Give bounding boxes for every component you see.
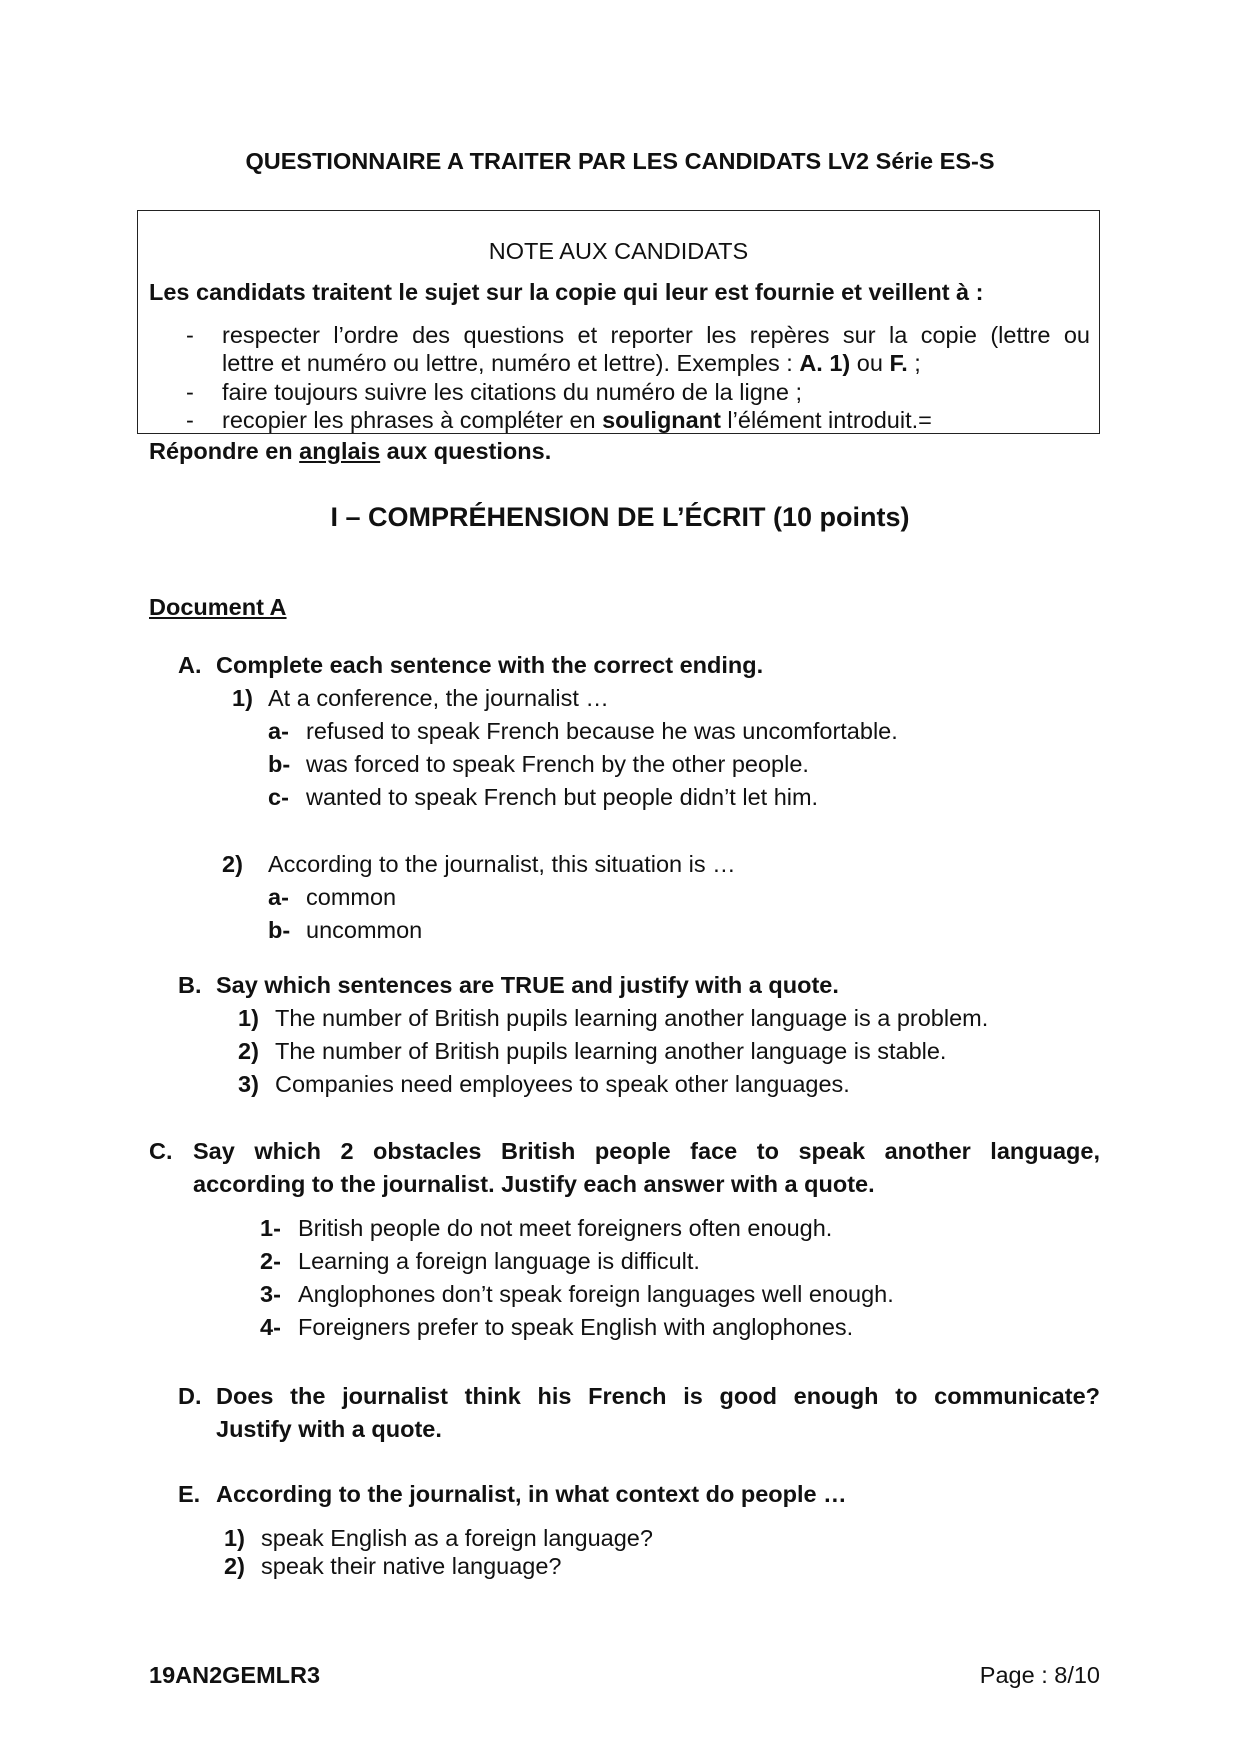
option-a1-b-mark: b- bbox=[268, 751, 291, 777]
footer-page-number: Page : 8/10 bbox=[979, 1662, 1100, 1688]
page-title: QUESTIONNAIRE A TRAITER PAR LES CANDIDATS LV2 Série ES-S bbox=[245, 148, 995, 174]
question-c3-text: Anglophones don’t speak foreign languages well enough. bbox=[298, 1281, 894, 1307]
question-c4-number: 4- bbox=[260, 1314, 281, 1340]
question-a2-text: According to the journalist, this situation is … bbox=[268, 851, 736, 877]
bullet-mark-2: - bbox=[186, 379, 194, 405]
example-2: F. bbox=[889, 350, 908, 376]
question-b-text: Say which sentences are TRUE and justify with a quote. bbox=[216, 972, 839, 998]
option-a2-a: common bbox=[306, 884, 397, 910]
note-bullet-3 bbox=[222, 407, 1090, 434]
example-separator: ou bbox=[850, 350, 890, 376]
question-a-letter: A. bbox=[178, 652, 202, 678]
question-a1-text: At a conference, the journalist … bbox=[268, 685, 609, 711]
note-lead: Les candidats traitent le sujet sur la copie qui leur est fournie et veillent à : bbox=[149, 279, 984, 305]
bullet-3-bold: soulignant bbox=[602, 407, 721, 433]
bullet-3-pre: recopier les phrases à compléter en bbox=[222, 407, 603, 433]
question-c1-number: 1- bbox=[260, 1215, 281, 1241]
question-c2-number: 2- bbox=[260, 1248, 281, 1274]
question-e-letter: E. bbox=[178, 1481, 201, 1507]
instruction-pre: Répondre en bbox=[149, 438, 300, 464]
question-b1-text: The number of British pupils learning another language is a problem. bbox=[275, 1005, 989, 1031]
question-b3-number: 3) bbox=[238, 1071, 259, 1097]
section-title: I – COMPRÉHENSION DE L’ÉCRIT (10 points) bbox=[330, 502, 910, 532]
question-b1-number: 1) bbox=[238, 1005, 259, 1031]
note-bullet-2: faire toujours suivre les citations du numéro de la ligne ; bbox=[222, 379, 802, 405]
note-bullet-1-line1: respecter l’ordre des questions et reporter les repères sur la copie (lettre ou bbox=[222, 322, 1090, 348]
bullet-1-end: ; bbox=[907, 350, 921, 376]
note-bullet-1-line2 bbox=[222, 350, 1090, 377]
question-c-line1: Say which 2 obstacles British people face to speak another language, bbox=[193, 1138, 1100, 1164]
question-e2-text: speak their native language? bbox=[261, 1553, 562, 1579]
instruction-post: aux questions. bbox=[380, 438, 552, 464]
instruction-underlined: anglais bbox=[299, 438, 381, 464]
question-b3-text: Companies need employees to speak other languages. bbox=[275, 1071, 850, 1097]
question-e1-number: 1) bbox=[224, 1525, 245, 1551]
document-label: Document A bbox=[149, 594, 287, 620]
option-a1-a-mark: a- bbox=[268, 718, 289, 744]
answer-instruction bbox=[149, 438, 551, 465]
option-a2-b: uncommon bbox=[306, 917, 423, 943]
option-a2-b-mark: b- bbox=[268, 917, 291, 943]
option-a1-b: was forced to speak French by the other people. bbox=[306, 751, 809, 777]
question-d-line2: Justify with a quote. bbox=[216, 1416, 442, 1442]
question-b2-number: 2) bbox=[238, 1038, 259, 1064]
question-b-letter: B. bbox=[178, 972, 202, 998]
question-a2-number: 2) bbox=[222, 851, 243, 877]
question-c3-number: 3- bbox=[260, 1281, 281, 1307]
bullet-3-post: l’élément introduit.= bbox=[720, 407, 932, 433]
option-a2-a-mark: a- bbox=[268, 884, 289, 910]
question-d-letter: D. bbox=[178, 1383, 202, 1409]
question-a1-number: 1) bbox=[232, 685, 253, 711]
bullet-mark-3: - bbox=[186, 407, 194, 433]
question-e1-text: speak English as a foreign language? bbox=[261, 1525, 653, 1551]
question-c-letter: C. bbox=[149, 1138, 173, 1164]
question-c2-text: Learning a foreign language is difficult. bbox=[298, 1248, 700, 1274]
note-title: NOTE AUX CANDIDATS bbox=[488, 238, 749, 264]
question-e-text: According to the journalist, in what context do people … bbox=[216, 1481, 847, 1507]
footer-code: 19AN2GEMLR3 bbox=[149, 1662, 321, 1688]
option-a1-a: refused to speak French because he was uncomfortable. bbox=[306, 718, 898, 744]
question-d-line1: Does the journalist think his French is good enough to communicate? bbox=[216, 1383, 1100, 1409]
question-c1-text: British people do not meet foreigners often enough. bbox=[298, 1215, 833, 1241]
question-c4-text: Foreigners prefer to speak English with anglophones. bbox=[298, 1314, 854, 1340]
question-e2-number: 2) bbox=[224, 1553, 245, 1579]
example-1: A. 1) bbox=[799, 350, 851, 376]
question-c-line2: according to the journalist. Justify each answer with a quote. bbox=[193, 1171, 875, 1197]
note-bullet-1-text: lettre et numéro ou lettre, numéro et lettre). Exemples : bbox=[222, 350, 800, 376]
option-a1-c: wanted to speak French but people didn’t let him. bbox=[306, 784, 819, 810]
question-a-text: Complete each sentence with the correct ending. bbox=[216, 652, 764, 678]
option-a1-c-mark: c- bbox=[268, 784, 289, 810]
question-b2-text: The number of British pupils learning another language is stable. bbox=[275, 1038, 947, 1064]
bullet-mark-1: - bbox=[186, 322, 194, 348]
